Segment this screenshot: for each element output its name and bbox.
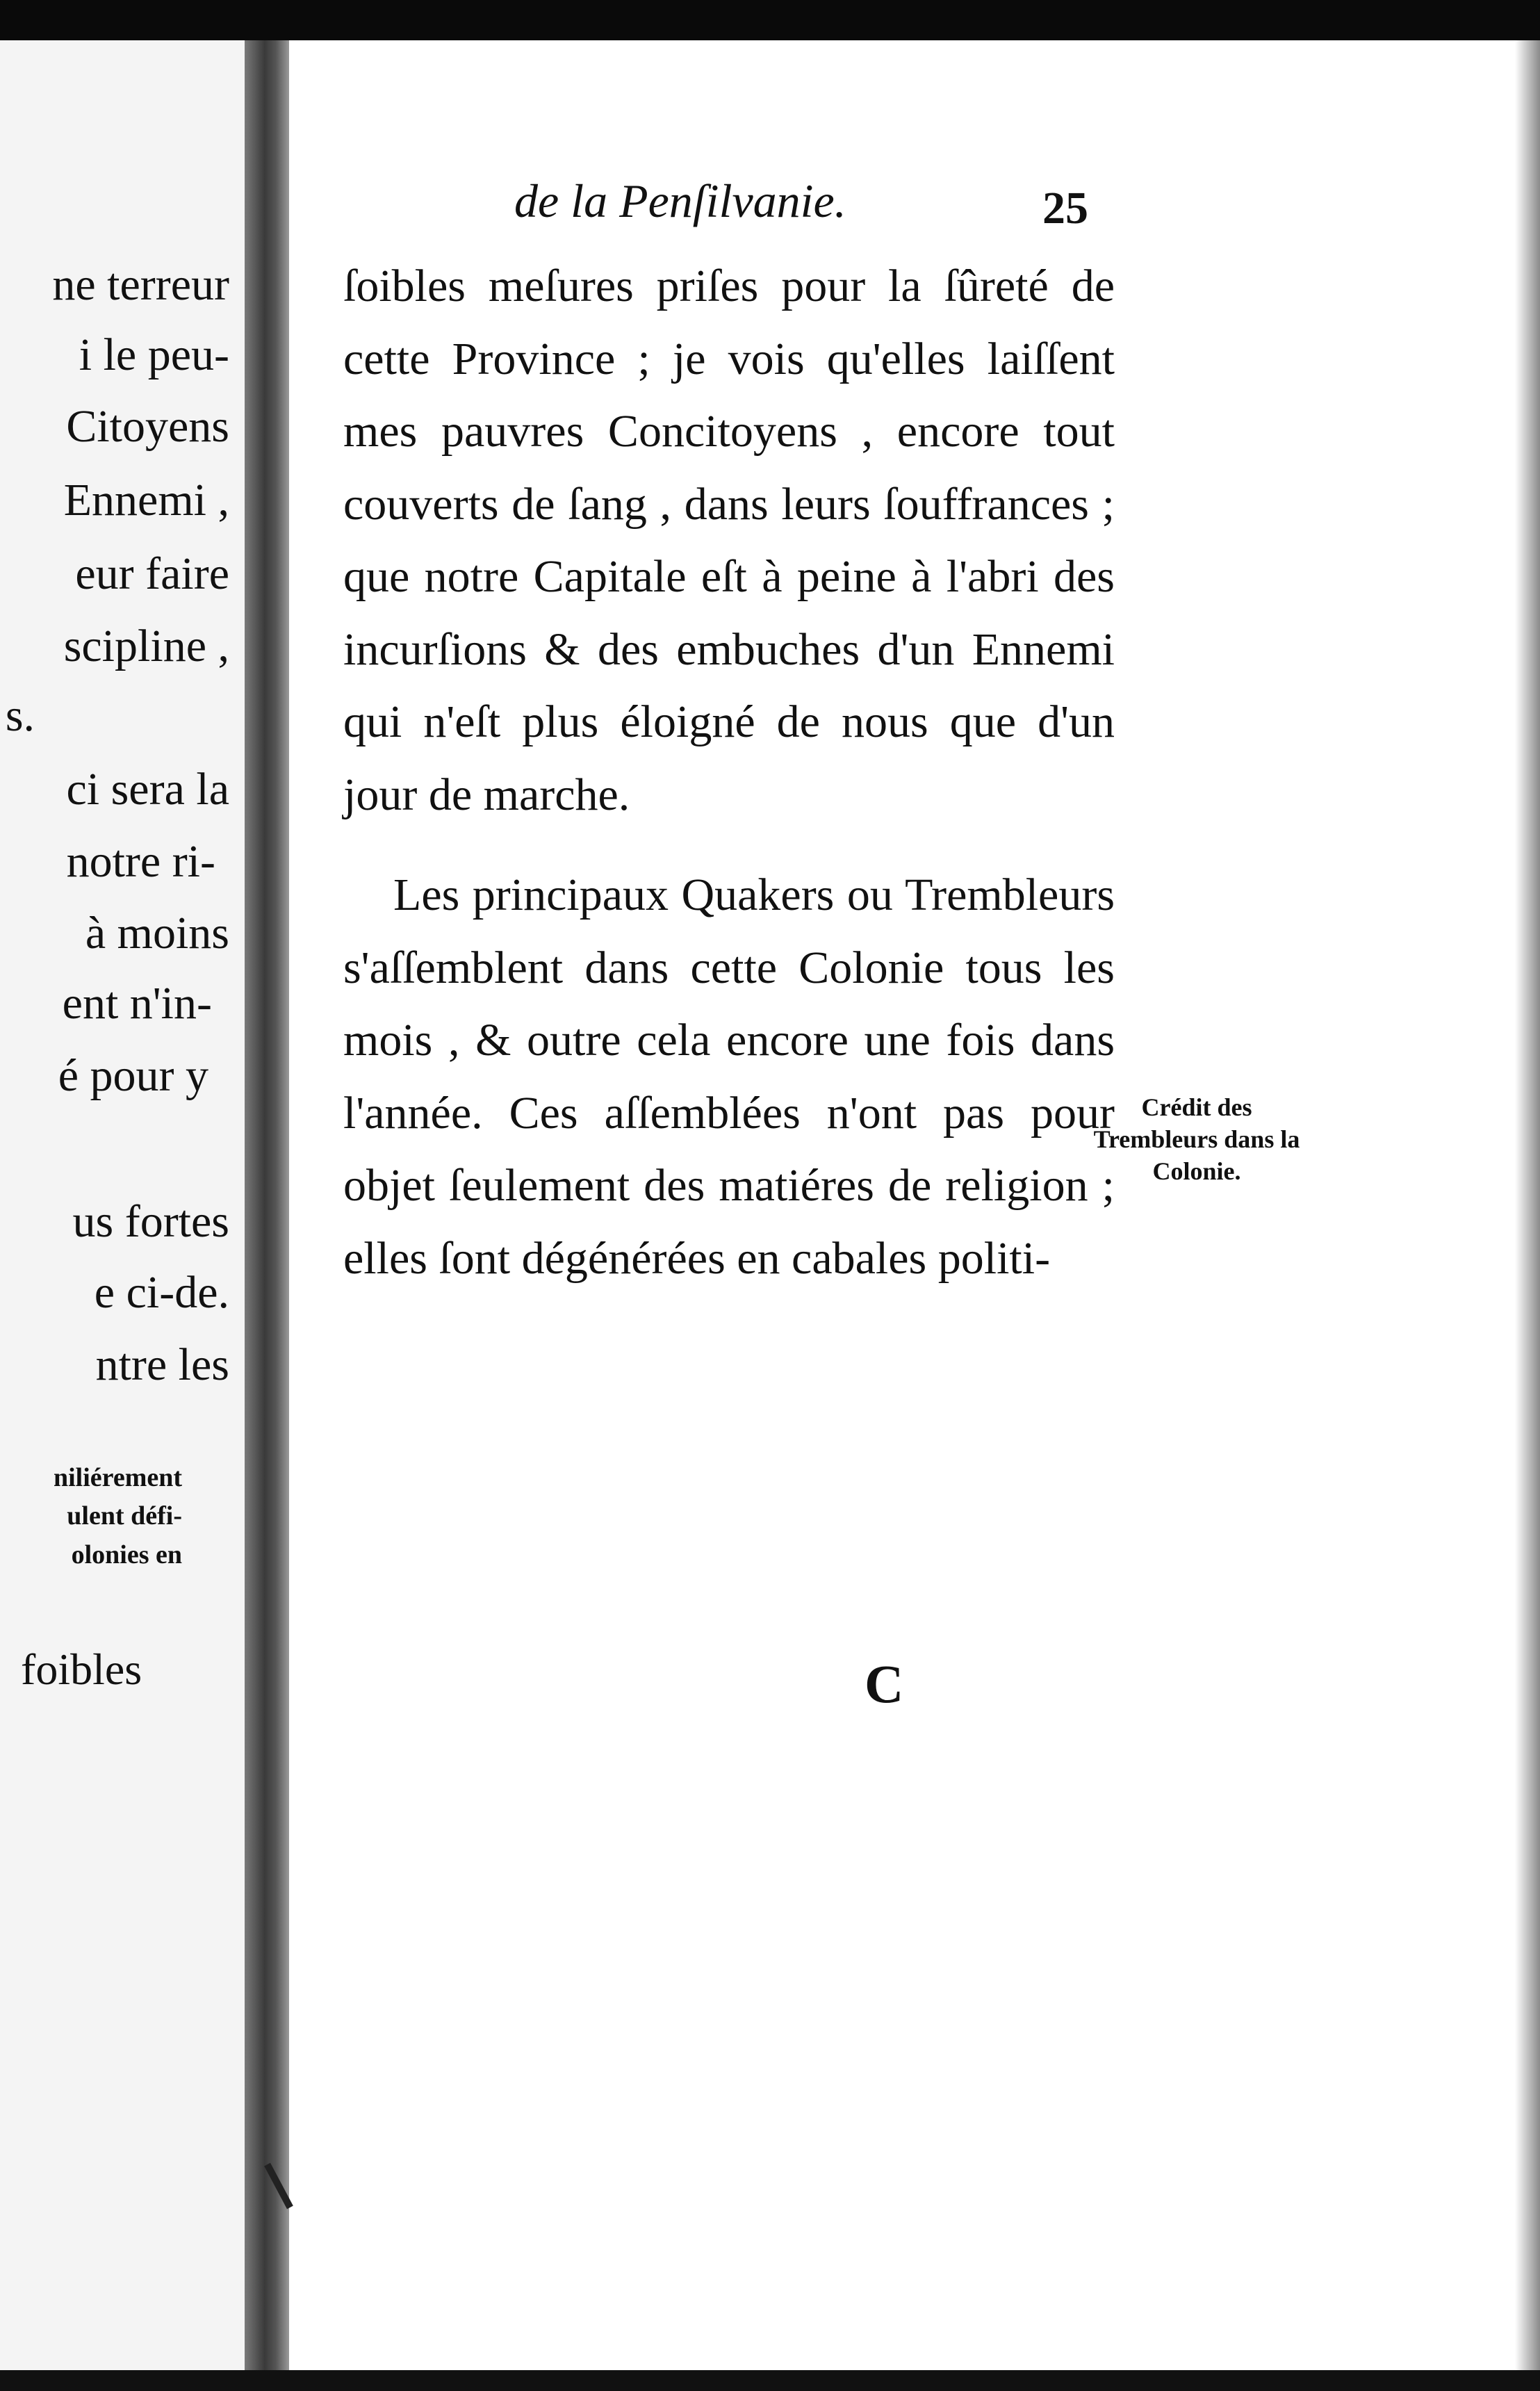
- left-page-line: eur faire: [75, 548, 229, 599]
- left-page-line: us fortes: [72, 1196, 229, 1247]
- body-text: [343, 250, 1115, 1295]
- left-page-line: Ennemi ,: [63, 475, 229, 525]
- left-page-line: à moins: [85, 908, 229, 958]
- left-page-line: notre ri-: [66, 836, 215, 887]
- left-margin-note-line: niliérement: [53, 1463, 182, 1492]
- left-margin-note-line: ulent défi-: [67, 1501, 182, 1531]
- left-page-line: ci sera la: [66, 764, 229, 815]
- paragraph: Les principaux Quakers ou Trembleurs s'aſſemblent dans cette Colonie tous les mois , & outre cela encore une fois dans l'année. Ces aſſemblées n'ont pas pour objet ſeulement des matiéres de religion ; elles ſont dégénérées en cabales politi-: [343, 870, 1115, 1284]
- page-number: 25: [1042, 183, 1088, 234]
- left-page-line: é pour y: [58, 1050, 208, 1101]
- left-page: [0, 40, 245, 2370]
- scan-top-border: [0, 0, 1540, 40]
- paragraph: ſoibles meſures priſes pour la ſûreté de cette Province ; je vois qu'elles laiſſent mes pauvres Concitoyens , encore tout couverts de ſang , dans leurs ſouffrances ; que notre Capitale eſt à peine à l'abri des incurſions & des embuches d'un Ennemi qui n'eſt plus éloigné de nous que d'un jour de marche.: [343, 261, 1115, 820]
- left-page-catchword: foibles: [21, 1645, 142, 1694]
- left-page-line: scipline ,: [63, 621, 229, 671]
- left-page-line: ent n'in-: [62, 978, 212, 1029]
- page-edge-shadow: [1515, 40, 1540, 2370]
- left-page-line: e ci-de.: [94, 1267, 229, 1318]
- left-page-line: s.: [5, 690, 35, 741]
- left-page-line: ne terreur: [52, 259, 229, 310]
- scan-bottom-border: [0, 2370, 1540, 2391]
- left-page-line: Citoyens: [66, 401, 229, 452]
- running-head: de la Penſilvanie.: [514, 174, 846, 227]
- left-page-line: ntre les: [95, 1339, 229, 1390]
- left-page-line: i le peu-: [79, 329, 229, 380]
- margin-side-note: Crédit des Trembleurs dans la Colonie.: [1093, 1093, 1300, 1185]
- signature-mark: C: [865, 1654, 904, 1714]
- book-gutter-shadow: [245, 40, 289, 2370]
- left-margin-note-line: olonies en: [71, 1540, 182, 1569]
